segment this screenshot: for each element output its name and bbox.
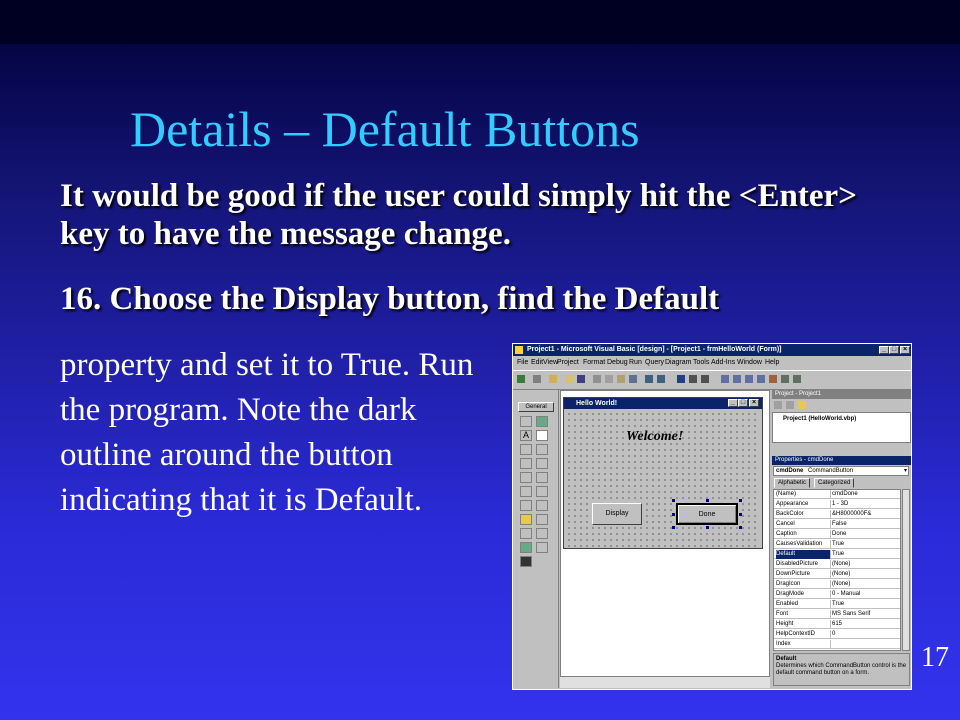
property-value[interactable]: (None) xyxy=(832,561,851,567)
page-number: 17 xyxy=(921,642,949,673)
form-close-icon[interactable]: × xyxy=(749,399,759,407)
menu-format[interactable]: Format xyxy=(583,359,606,366)
break-icon[interactable] xyxy=(689,375,697,383)
cut-icon[interactable] xyxy=(593,375,601,383)
vb-window-title: Project1 - Microsoft Visual Basic [design] - [Project1 - frmHelloWorld (Form)] xyxy=(527,346,782,353)
label-tool-icon[interactable]: A xyxy=(520,430,532,441)
property-row[interactable] xyxy=(774,510,900,519)
property-row[interactable] xyxy=(774,490,900,499)
selection-handle[interactable] xyxy=(672,526,675,529)
commandbutton-tool-icon[interactable] xyxy=(536,444,548,455)
vb-menu-bar xyxy=(513,357,911,369)
dirlistbox-tool-icon[interactable] xyxy=(520,514,532,525)
property-name: Font xyxy=(776,610,831,619)
property-name: Enabled xyxy=(776,600,831,609)
form-designer-window xyxy=(563,397,763,549)
property-value[interactable]: False xyxy=(832,521,847,527)
vscrollbar-tool-icon[interactable] xyxy=(536,486,548,497)
menu-file[interactable]: File xyxy=(517,359,529,366)
object-combo[interactable] xyxy=(773,466,909,476)
property-row[interactable] xyxy=(774,620,900,629)
toggle-folders-icon[interactable] xyxy=(798,401,806,409)
textbox-tool-icon[interactable] xyxy=(536,430,548,441)
object-combo-type: CommandButton xyxy=(808,468,854,474)
property-value[interactable]: (None) xyxy=(832,581,851,587)
property-value[interactable]: 0 - Manual xyxy=(832,591,861,597)
maximize-icon[interactable]: □ xyxy=(889,346,899,354)
menu-editor-icon[interactable] xyxy=(549,375,557,383)
redo-icon[interactable] xyxy=(657,375,665,383)
property-value[interactable]: 0 xyxy=(832,631,836,637)
property-row[interactable] xyxy=(774,520,900,529)
property-name: DragMode xyxy=(776,590,831,599)
chevron-down-icon[interactable]: ▾ xyxy=(903,468,907,474)
paste-icon[interactable] xyxy=(617,375,625,383)
toolbox-icon[interactable] xyxy=(769,375,777,383)
property-name: DownPicture xyxy=(776,570,831,579)
project-panel-title: Project - Project1 xyxy=(772,390,911,399)
property-row[interactable] xyxy=(774,600,900,609)
copy-icon[interactable] xyxy=(605,375,613,383)
selection-handle[interactable] xyxy=(706,499,709,502)
open-icon[interactable] xyxy=(565,375,573,383)
property-name: Appearance xyxy=(776,500,831,509)
menu-debug[interactable]: Debug xyxy=(607,359,628,366)
property-row[interactable] xyxy=(774,630,900,639)
property-name: DragIcon xyxy=(776,580,831,589)
toolbox xyxy=(516,390,559,688)
shape-tool-icon[interactable] xyxy=(520,528,532,539)
property-description xyxy=(773,653,910,686)
selection-handle[interactable] xyxy=(739,513,742,516)
selection-handle[interactable] xyxy=(672,513,675,516)
menu-tools[interactable]: Tools xyxy=(693,359,710,366)
combobox-tool-icon[interactable] xyxy=(520,472,532,483)
right-panels xyxy=(772,390,911,688)
menu-window[interactable]: Window xyxy=(737,359,762,366)
property-row[interactable] xyxy=(774,640,900,649)
properties-scrollbar[interactable] xyxy=(902,489,910,651)
view-object-icon[interactable] xyxy=(786,401,794,409)
timer-tool-icon[interactable] xyxy=(520,500,532,511)
picturebox-tool-icon[interactable] xyxy=(536,416,548,427)
top-band xyxy=(0,0,960,44)
data-view-icon[interactable] xyxy=(781,375,789,383)
menu-edit[interactable]: Edit xyxy=(531,359,544,366)
minimize-icon[interactable]: _ xyxy=(879,346,889,354)
step-16-paragraph: 16. Choose the Display button, find the Default xyxy=(60,281,720,317)
property-value[interactable]: cmdDone xyxy=(832,491,858,497)
property-row[interactable] xyxy=(774,560,900,569)
filelistbox-tool-icon[interactable] xyxy=(536,514,548,525)
property-name: (Name) xyxy=(776,490,831,499)
vb-ide-screenshot xyxy=(512,343,912,690)
property-row[interactable] xyxy=(774,580,900,589)
property-value[interactable]: True xyxy=(832,541,845,547)
tab-categorized[interactable]: Categorized xyxy=(814,478,854,488)
menu-project[interactable]: Project xyxy=(557,359,579,366)
property-row[interactable] xyxy=(774,540,900,549)
menu-run[interactable]: Run xyxy=(629,359,642,366)
project-tree-item[interactable]: Project1 (HelloWorld.vbp) xyxy=(783,416,857,422)
description-title: Default xyxy=(776,656,797,662)
vb-title-bar xyxy=(513,344,911,356)
menu-diagram[interactable]: Diagram xyxy=(665,359,692,366)
drivelistbox-tool-icon[interactable] xyxy=(536,500,548,511)
project-tree xyxy=(772,412,911,443)
form-title: Hello World! xyxy=(576,400,618,407)
property-row[interactable] xyxy=(774,570,900,579)
property-value[interactable]: 1 - 3D xyxy=(832,501,849,507)
property-row[interactable] xyxy=(774,610,900,619)
frame-tool-icon[interactable] xyxy=(520,444,532,455)
form-client-area xyxy=(566,411,760,547)
ole-tool-icon[interactable] xyxy=(520,556,532,567)
property-value[interactable]: MS Sans Serif xyxy=(832,611,871,617)
start-icon[interactable] xyxy=(677,375,685,383)
property-value[interactable]: (None) xyxy=(832,571,851,577)
properties-window-icon[interactable] xyxy=(733,375,741,383)
add-form-icon[interactable] xyxy=(533,375,541,383)
property-name: Caption xyxy=(776,530,831,539)
form-title-bar xyxy=(564,398,762,409)
description-text: Determines which CommandButton control is the default command button on a form. xyxy=(776,663,907,676)
toolbox-general-tab[interactable]: General xyxy=(518,402,554,412)
properties-tabs xyxy=(772,478,911,488)
property-name: Cancel xyxy=(776,520,831,529)
object-combo-name: cmdDone xyxy=(776,468,804,474)
tab-alphabetic[interactable]: Alphabetic xyxy=(774,478,810,488)
find-icon[interactable] xyxy=(629,375,637,383)
object-browser-icon[interactable] xyxy=(757,375,765,383)
menu-view[interactable]: View xyxy=(543,359,559,366)
listbox-tool-icon[interactable] xyxy=(536,472,548,483)
property-row[interactable] xyxy=(774,550,900,559)
property-value[interactable]: True xyxy=(832,601,845,607)
close-icon[interactable]: × xyxy=(900,346,910,354)
hscrollbar-tool-icon[interactable] xyxy=(520,486,532,497)
property-name: DisabledPicture xyxy=(776,560,831,569)
selection-handle[interactable] xyxy=(739,499,742,502)
welcome-label: Welcome! xyxy=(626,429,684,444)
selection-handle[interactable] xyxy=(739,526,742,529)
property-value[interactable]: Done xyxy=(832,531,847,537)
property-name: Index xyxy=(776,640,831,649)
optionbutton-tool-icon[interactable] xyxy=(536,458,548,469)
form-layout-icon[interactable] xyxy=(745,375,753,383)
step-16-continuation: property and set it to True. Run the program. Note the dark outline around the button indicating that it is Default. xyxy=(60,347,474,518)
property-value[interactable]: True xyxy=(832,551,845,557)
component-manager-icon[interactable] xyxy=(793,375,801,383)
vb-toolbar xyxy=(513,370,911,390)
properties-panel-title: Properties - cmdDone xyxy=(772,456,911,465)
menu-help[interactable]: Help xyxy=(765,359,780,366)
form-maximize-icon[interactable]: □ xyxy=(738,399,748,407)
checkbox-tool-icon[interactable] xyxy=(520,458,532,469)
add-project-icon[interactable] xyxy=(517,375,525,383)
property-name: HelpContextID xyxy=(776,630,831,639)
vb-app-icon xyxy=(515,346,523,354)
undo-icon[interactable] xyxy=(645,375,653,383)
menu-addins[interactable]: Add-Ins xyxy=(711,359,736,366)
property-row[interactable] xyxy=(774,530,900,539)
display-button[interactable]: Display xyxy=(592,503,642,525)
property-value[interactable]: 615 xyxy=(832,621,843,627)
pointer-tool-icon[interactable] xyxy=(520,416,532,427)
slide-title: Details – Default Buttons xyxy=(130,101,640,157)
property-row[interactable] xyxy=(774,500,900,509)
property-name: BackColor xyxy=(776,510,831,519)
mdi-horizontal-scrollbar[interactable] xyxy=(560,676,770,688)
done-button[interactable]: Done xyxy=(676,503,738,525)
properties-grid xyxy=(773,489,901,651)
menu-query[interactable]: Query xyxy=(645,359,665,366)
data-tool-icon[interactable] xyxy=(536,542,548,553)
intro-paragraph: It would be good if the user could simply hit the <Enter> key to have the message change. xyxy=(60,178,857,252)
property-name: Default xyxy=(776,550,831,559)
property-name: Height xyxy=(776,620,831,629)
property-name: CausesValidation xyxy=(776,540,831,549)
selection-handle[interactable] xyxy=(706,526,709,529)
end-icon[interactable] xyxy=(701,375,709,383)
view-code-icon[interactable] xyxy=(774,401,782,409)
property-row[interactable] xyxy=(774,590,900,599)
image-tool-icon[interactable] xyxy=(520,542,532,553)
project-explorer-icon[interactable] xyxy=(721,375,729,383)
save-icon[interactable] xyxy=(577,375,585,383)
form-minimize-icon[interactable]: _ xyxy=(728,399,738,407)
line-tool-icon[interactable] xyxy=(536,528,548,539)
property-value[interactable]: &H8000000F& xyxy=(832,511,872,517)
selection-handle[interactable] xyxy=(672,499,675,502)
